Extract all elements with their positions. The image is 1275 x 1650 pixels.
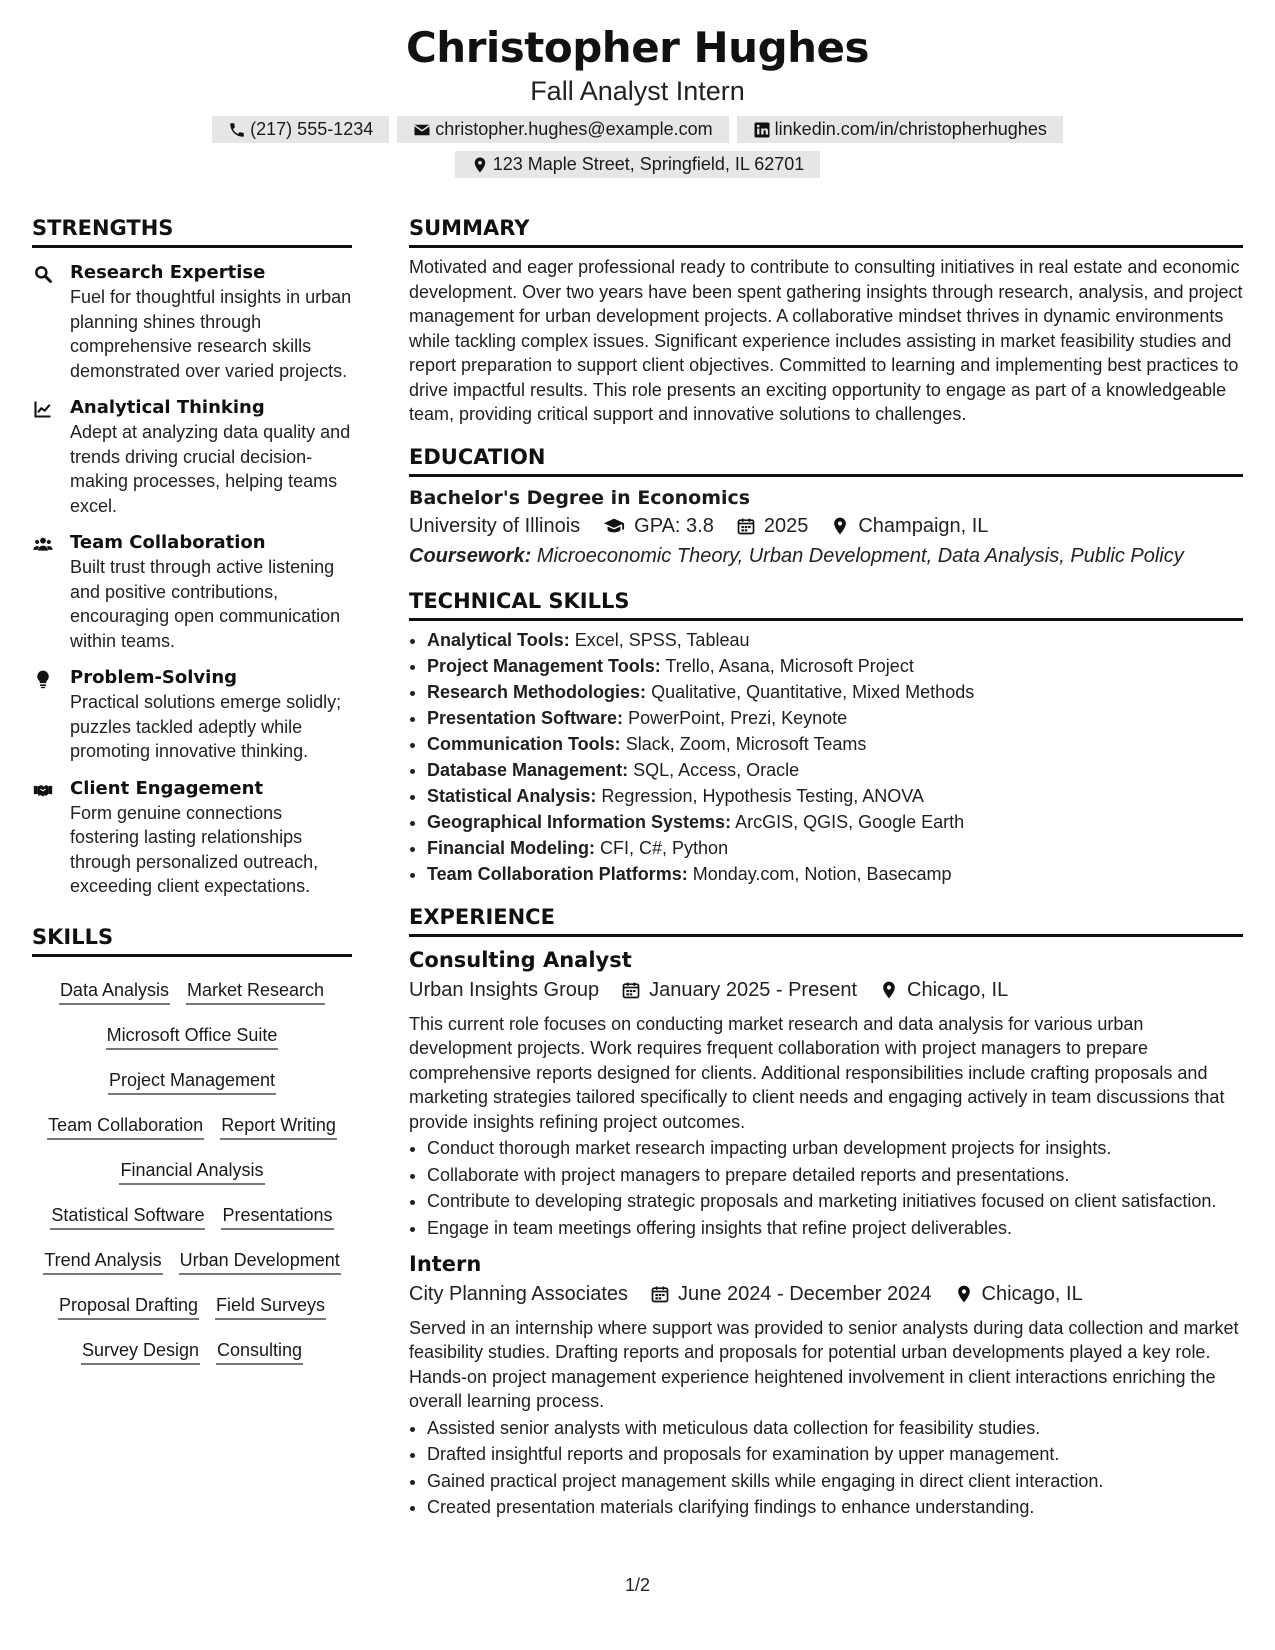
education-heading: EDUCATION bbox=[409, 441, 1243, 477]
strength-item bbox=[32, 261, 352, 383]
skill-tag: Urban Development bbox=[179, 1247, 341, 1275]
phone-icon bbox=[228, 121, 246, 139]
education-meta bbox=[409, 511, 1243, 541]
skill-tag: Statistical Software bbox=[50, 1202, 205, 1230]
skill-tag: Consulting bbox=[216, 1337, 303, 1365]
skill-tag: Proposal Drafting bbox=[58, 1292, 199, 1320]
job-location: Chicago, IL bbox=[907, 978, 1009, 1001]
strength-desc: Practical solutions emerge solidly; puzzles tackled adeptly while promoting innovative thinking. bbox=[70, 692, 342, 761]
tech-skill-label: Communication Tools: bbox=[427, 733, 621, 754]
list-item bbox=[427, 861, 1243, 887]
strength-desc: Built trust through active listening and positive contributions, encouraging open communication within teams. bbox=[70, 557, 341, 651]
job-bullets bbox=[409, 1136, 1243, 1241]
calendar-icon bbox=[736, 516, 756, 536]
email-text: christopher.hughes@example.com bbox=[435, 119, 713, 139]
company-name: City Planning Associates bbox=[409, 1282, 629, 1305]
tech-skill-value: PowerPoint, Prezi, Keynote bbox=[628, 707, 848, 728]
phone-text: (217) 555-1234 bbox=[250, 119, 374, 139]
technical-skills-list bbox=[409, 627, 1243, 887]
summary-heading: SUMMARY bbox=[409, 212, 1243, 248]
skill-tag: Survey Design bbox=[81, 1337, 200, 1365]
strength-name: Analytical Thinking bbox=[70, 397, 265, 418]
job-dates: June 2024 - December 2024 bbox=[678, 1282, 932, 1305]
skill-tag: Team Collaboration bbox=[47, 1112, 204, 1140]
tech-skill-label: Geographical Information Systems: bbox=[427, 811, 732, 832]
list-item: • Conduct thorough market research impacting urban development projects for insights. bbox=[427, 1136, 1243, 1161]
job-meta bbox=[409, 1279, 1243, 1309]
contact-phone[interactable] bbox=[212, 116, 389, 143]
list-item bbox=[427, 653, 1243, 679]
list-item bbox=[427, 835, 1243, 861]
tech-skill-label: Team Collaboration Platforms: bbox=[427, 863, 688, 884]
map-pin-icon bbox=[954, 1284, 974, 1304]
tech-skill-value: SQL, Access, Oracle bbox=[633, 759, 800, 780]
list-item bbox=[427, 627, 1243, 653]
school-name: University of Illinois bbox=[409, 514, 581, 537]
coursework-list: Microeconomic Theory, Urban Development, Data Analysis, Public Policy bbox=[536, 544, 1184, 567]
list-item: • Assisted senior analysts with meticulous data collection for feasibility studies. bbox=[427, 1416, 1243, 1441]
handshake-icon bbox=[32, 780, 54, 800]
tech-skill-label: Statistical Analysis: bbox=[427, 785, 597, 806]
technical-skills-heading: TECHNICAL SKILLS bbox=[409, 585, 1243, 621]
strengths-heading: STRENGTHS bbox=[32, 212, 352, 248]
tech-skill-value: CFI, C#, Python bbox=[600, 837, 729, 858]
map-pin-icon bbox=[471, 156, 489, 174]
job-summary: Served in an internship where support was provided to senior analysts during data collection and market feasibility studies. Drafting reports and proposals for potential urban developments played a key role. Hands-on project management experience heightened involvement in client interactions enriching the overall learning process. bbox=[409, 1317, 1239, 1411]
summary-text: Motivated and eager professional ready to contribute to consulting initiatives in real estate and economic development. Over two years have been spent gathering insights through research, analysis, and project management for urban development projects. A collaborative mindset thrives in dynamic environments while tackling complex issues. Significant experience includes assisting in market feasibility studies and report preparation to support client objectives. Committed to learning and implementing best practices to drive impactful results. This role presents an exciting opportunity to engage as part of a knowledgeable team, providing critical support and innovative solutions to challenges. bbox=[409, 257, 1243, 424]
tech-skill-label: Presentation Software: bbox=[427, 707, 624, 728]
linkedin-text: linkedin.com/in/christopherhughes bbox=[774, 119, 1047, 139]
list-item bbox=[427, 731, 1243, 757]
calendar-icon bbox=[650, 1284, 670, 1304]
degree-title: Bachelor's Degree in Economics bbox=[409, 486, 751, 509]
contact-linkedin[interactable] bbox=[737, 116, 1063, 143]
tech-skill-value: ArcGIS, QGIS, Google Earth bbox=[735, 811, 965, 832]
linkedin-icon bbox=[753, 121, 771, 139]
company-name: Urban Insights Group bbox=[409, 978, 600, 1001]
skill-tag: Financial Analysis bbox=[119, 1157, 264, 1185]
job-title: Intern bbox=[409, 1251, 482, 1276]
map-pin-icon bbox=[879, 980, 899, 1000]
skill-tag: Trend Analysis bbox=[43, 1247, 162, 1275]
users-icon bbox=[32, 534, 54, 554]
skills-heading: SKILLS bbox=[32, 921, 352, 957]
tech-skill-value: Regression, Hypothesis Testing, ANOVA bbox=[601, 785, 924, 806]
skill-tag: Report Writing bbox=[220, 1112, 337, 1140]
map-pin-icon bbox=[830, 516, 850, 536]
left-column bbox=[32, 212, 352, 1374]
graduation-year: 2025 bbox=[763, 514, 809, 537]
experience-heading: EXPERIENCE bbox=[409, 901, 1243, 937]
list-item bbox=[427, 705, 1243, 731]
contact-address bbox=[455, 151, 821, 178]
chart-line-icon bbox=[32, 399, 54, 419]
candidate-name: Christopher Hughes bbox=[405, 23, 870, 72]
list-item bbox=[427, 809, 1243, 835]
page-number: 1/2 bbox=[624, 1575, 651, 1595]
skill-tag: Microsoft Office Suite bbox=[106, 1022, 279, 1050]
job-summary: This current role focuses on conducting market research and data analysis for various urban development projects. Work requires frequent collaboration with project managers to prepare comprehensive reports designed for clients. Additional responsibilities include crafting proposals and marketing strategies tailored specifically to client needs and engaging actively in team discussions that provide insights refining project outcomes. bbox=[409, 1013, 1225, 1132]
strength-desc: Adept at analyzing data quality and trends driving crucial decision-making processes, helping teams excel. bbox=[70, 422, 351, 516]
list-item bbox=[427, 757, 1243, 783]
list-item: • Created presentation materials clarifying findings to enhance understanding. bbox=[427, 1495, 1243, 1520]
coursework-label: Coursework: bbox=[409, 544, 532, 567]
strength-desc: Form genuine connections fostering lasting relationships through personalized outreach, exceeding client expectations. bbox=[70, 802, 319, 896]
tech-skill-value: Qualitative, Quantitative, Mixed Methods bbox=[651, 681, 975, 702]
strength-item bbox=[32, 531, 352, 653]
job-dates: January 2025 - Present bbox=[649, 978, 858, 1001]
skill-tag: Market Research bbox=[186, 977, 325, 1005]
tech-skill-label: Project Management Tools: bbox=[427, 655, 661, 676]
strength-item bbox=[32, 666, 352, 764]
tech-skill-value: Slack, Zoom, Microsoft Teams bbox=[625, 733, 867, 754]
list-item: • Gained practical project management skills while engaging in direct client interaction. bbox=[427, 1469, 1243, 1494]
skill-tag: Presentations bbox=[221, 1202, 333, 1230]
list-item: • Drafted insightful reports and proposals for examination by upper management. bbox=[427, 1442, 1243, 1467]
tech-skill-label: Financial Modeling: bbox=[427, 837, 596, 858]
search-icon bbox=[32, 264, 54, 284]
address-text: 123 Maple Street, Springfield, IL 62701 bbox=[492, 154, 805, 174]
skill-tag: Data Analysis bbox=[59, 977, 170, 1005]
calendar-icon bbox=[621, 980, 641, 1000]
list-item bbox=[427, 679, 1243, 705]
skill-tag: Field Surveys bbox=[215, 1292, 326, 1320]
job-bullets bbox=[409, 1416, 1243, 1521]
contact-email[interactable] bbox=[397, 116, 728, 143]
job-meta bbox=[409, 975, 1243, 1005]
strength-name: Client Engagement bbox=[70, 777, 264, 799]
coursework bbox=[409, 541, 1243, 571]
lightbulb-icon bbox=[32, 669, 54, 689]
strength-desc: Fuel for thoughtful insights in urban planning shines through comprehensive research skills demonstrated over varied projects. bbox=[70, 287, 352, 381]
list-item bbox=[427, 783, 1243, 809]
tech-skill-label: Analytical Tools: bbox=[427, 629, 570, 650]
skill-tag: Project Management bbox=[108, 1067, 276, 1095]
tech-skill-value: Monday.com, Notion, Basecamp bbox=[692, 863, 952, 884]
strength-item bbox=[32, 396, 352, 518]
job-entry bbox=[409, 1249, 1243, 1521]
strength-name: Team Collaboration bbox=[70, 532, 266, 553]
right-column bbox=[409, 212, 1243, 1522]
strength-item bbox=[32, 777, 352, 899]
list-item: • Engage in team meetings offering insights that refine project deliverables. bbox=[427, 1216, 1243, 1241]
envelope-icon bbox=[413, 121, 431, 139]
tech-skill-value: Excel, SPSS, Tableau bbox=[574, 629, 750, 650]
list-item: • Contribute to developing strategic proposals and marketing initiatives focused on client satisfaction. bbox=[427, 1189, 1243, 1214]
tech-skill-label: Database Management: bbox=[427, 759, 629, 780]
strength-name: Research Expertise bbox=[70, 262, 266, 283]
job-location: Chicago, IL bbox=[981, 1282, 1083, 1305]
resume-header bbox=[0, 22, 1275, 178]
school-location: Champaign, IL bbox=[858, 514, 989, 537]
contact-list bbox=[188, 116, 1088, 178]
job-entry bbox=[409, 945, 1243, 1241]
list-item: • Collaborate with project managers to prepare detailed reports and presentations. bbox=[427, 1163, 1243, 1188]
job-title: Consulting Analyst bbox=[409, 947, 632, 972]
tech-skill-label: Research Methodologies: bbox=[427, 681, 647, 702]
skills-cloud bbox=[32, 969, 352, 1374]
tech-skill-value: Trello, Asana, Microsoft Project bbox=[665, 655, 914, 676]
graduation-cap-icon bbox=[602, 515, 626, 537]
gpa-text: GPA: 3.8 bbox=[634, 514, 714, 537]
strength-name: Problem-Solving bbox=[70, 667, 238, 688]
job-target-title: Fall Analyst Intern bbox=[530, 76, 745, 106]
